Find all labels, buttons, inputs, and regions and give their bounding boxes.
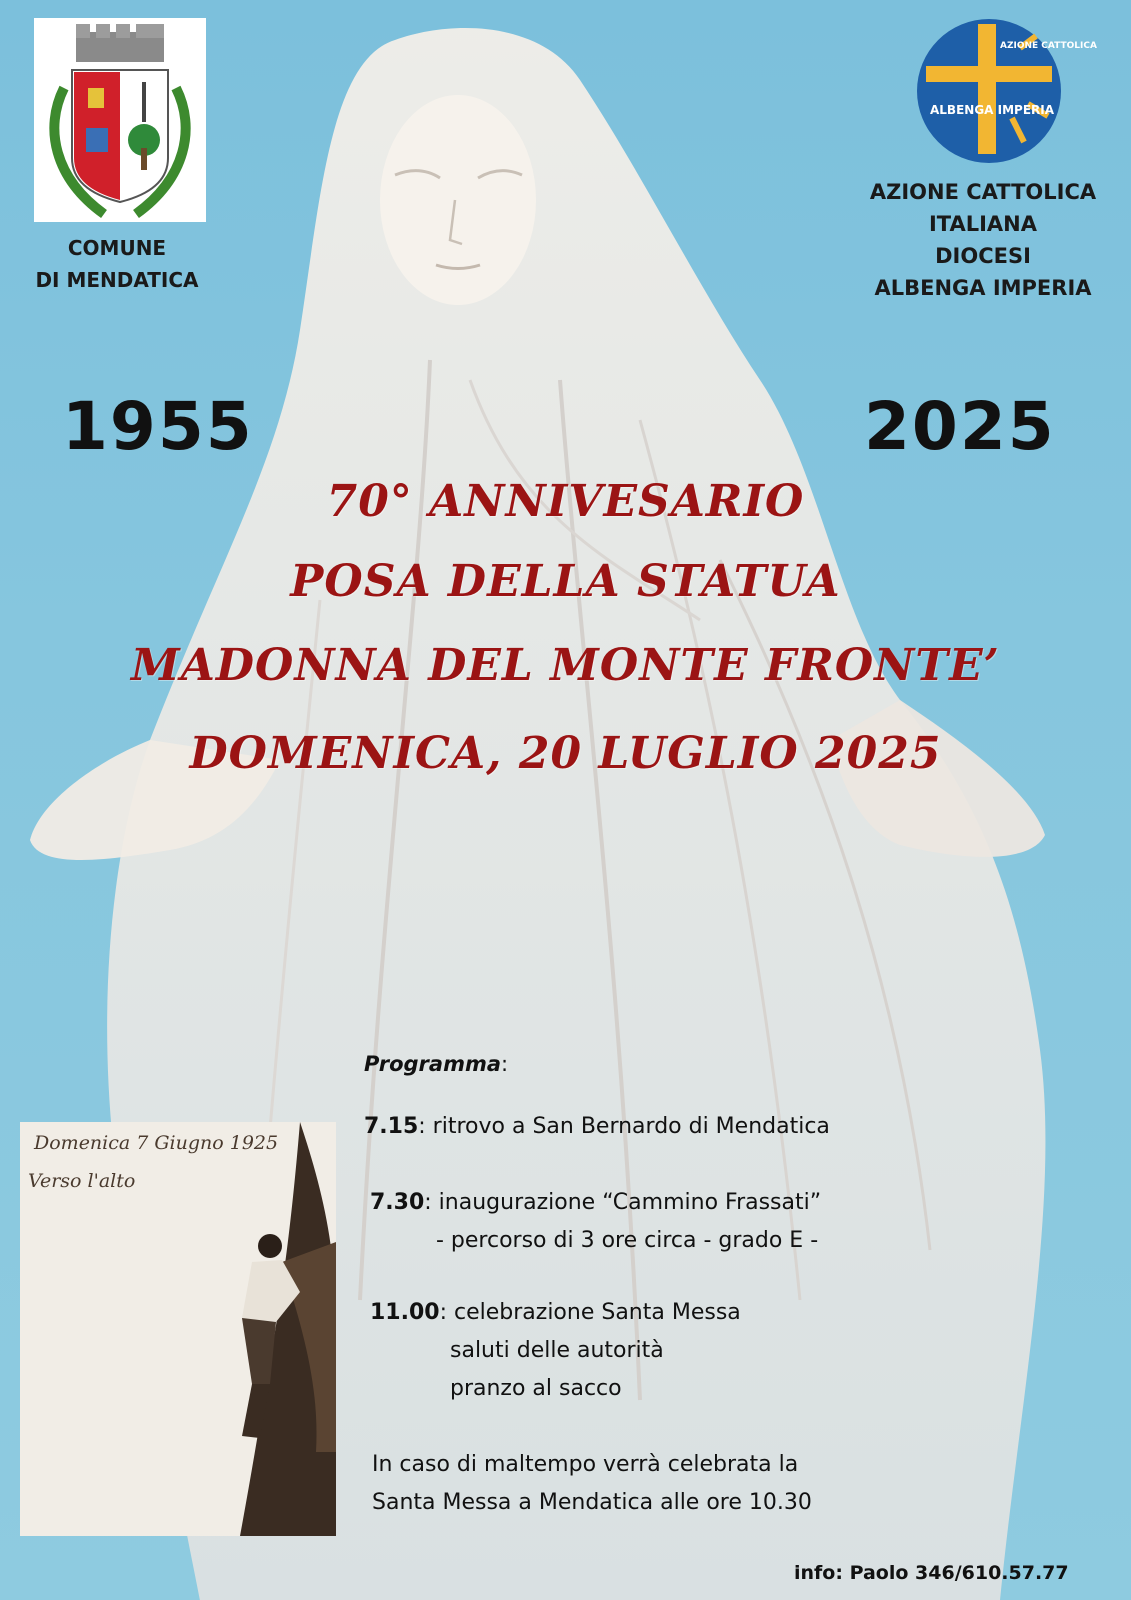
program-item-1 — [364, 1114, 830, 1139]
headline-madonna: MADONNA DEL MONTE FRONTE’ — [131, 640, 1000, 691]
program-text-3: : celebrazione Santa Messa — [439, 1300, 741, 1325]
program-item-3 — [370, 1300, 741, 1325]
azione-cattolica-logo — [916, 18, 1097, 164]
headline-statue: POSA DELLA STATUA — [290, 556, 841, 607]
ac-line-3: DIOCESI — [935, 244, 1031, 268]
year-start: 1955 — [62, 388, 254, 465]
program-heading-label: Programma — [364, 1052, 502, 1076]
photo-caption-motto: Verso l'alto — [28, 1170, 136, 1192]
coat-of-arms-icon — [34, 18, 206, 222]
logo-text-bottom: ALBENGA IMPERIA — [930, 103, 1055, 117]
contact-info: info: Paolo 346/610.57.77 — [794, 1562, 1069, 1584]
comune-crest-logo — [34, 18, 206, 222]
ac-line-1: AZIONE CATTOLICA — [869, 180, 1097, 204]
historic-climbing-photo — [20, 1122, 336, 1536]
weather-note-line-2: Santa Messa a Mendatica alle ore 10.30 — [372, 1490, 812, 1515]
comune-line-2: DI MENDATICA — [35, 268, 199, 292]
year-end: 2025 — [864, 388, 1056, 465]
program-heading — [364, 1052, 508, 1076]
weather-note-line-1: In caso di maltempo verrà celebrata la — [372, 1452, 799, 1477]
ac-line-4: ALBENGA IMPERIA — [874, 276, 1092, 300]
program-text-1: : ritrovo a San Bernardo di Mendatica — [418, 1114, 830, 1139]
program-time-1: 7.15 — [364, 1114, 419, 1139]
program-item-3-sub1: saluti delle autorità — [450, 1338, 664, 1363]
program-item-3-sub2: pranzo al sacco — [450, 1376, 622, 1401]
program-time-3: 11.00 — [370, 1300, 440, 1325]
logo-text-top: AZIONE CATTOLICA — [1000, 41, 1097, 51]
program-text-2: : inaugurazione “Cammino Frassati” — [424, 1190, 822, 1215]
program-item-2-sub: - percorso di 3 ore circa - grado E - — [436, 1228, 819, 1253]
azione-cattolica-name — [858, 176, 1108, 304]
program-heading-colon: : — [501, 1052, 509, 1076]
headline-date: DOMENICA, 20 LUGLIO 2025 — [189, 728, 942, 779]
photo-caption-date: Domenica 7 Giugno 1925 — [34, 1132, 279, 1154]
program-item-2 — [370, 1190, 821, 1215]
ac-line-2: ITALIANA — [928, 212, 1038, 236]
comune-name — [22, 232, 212, 296]
program-time-2: 7.30 — [370, 1190, 425, 1215]
comune-line-1: COMUNE — [67, 236, 167, 260]
headline-anniversary: 70° ANNIVESARIO — [326, 476, 805, 527]
